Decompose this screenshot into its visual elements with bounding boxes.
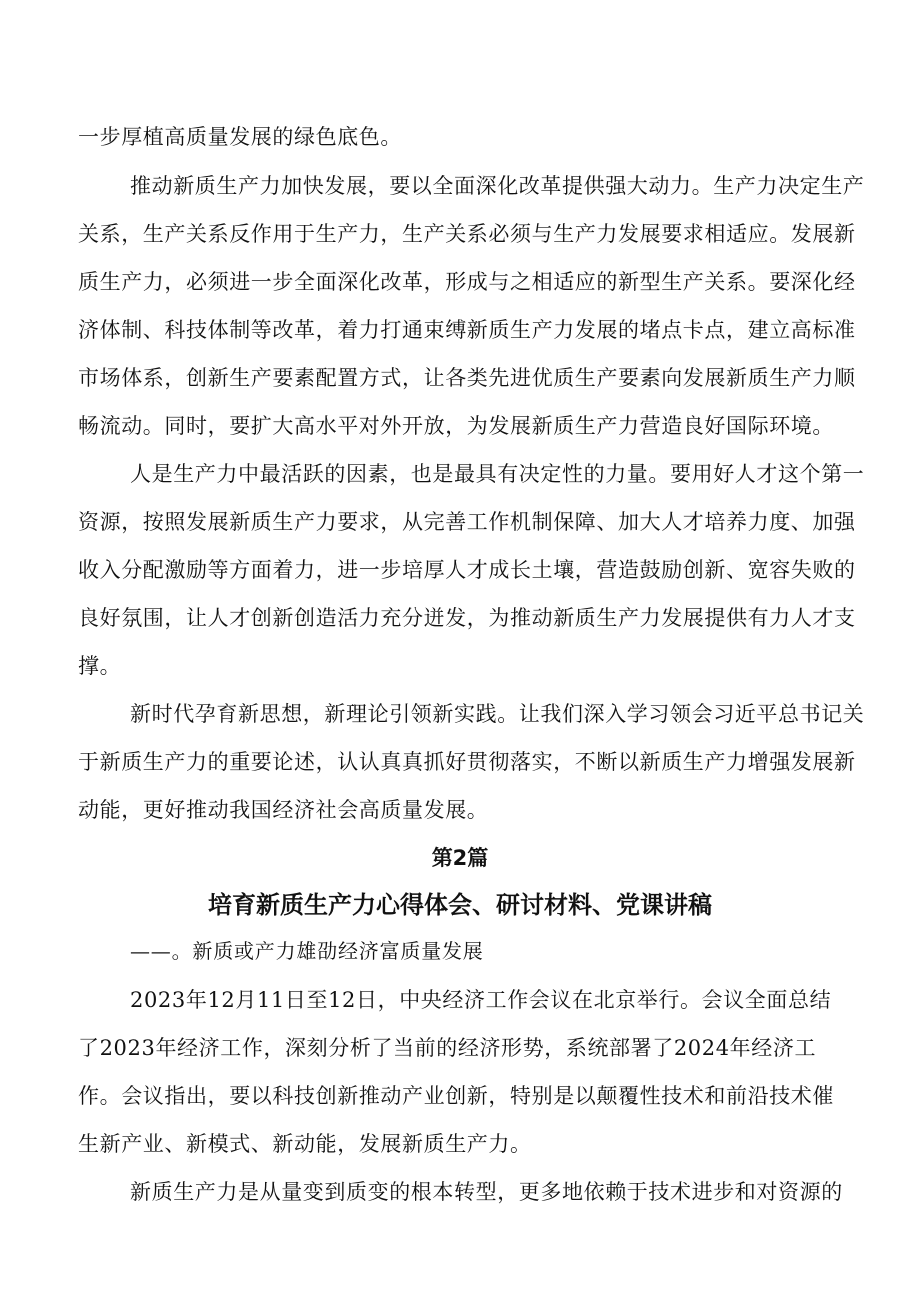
paragraph-4-line: 动能，更好推动我国经济社会高质量发展。	[78, 798, 489, 822]
section-number: 第2篇	[431, 846, 489, 870]
paragraph-3-line: 收入分配激励等方面着力，进一步培厚人才成长土壤，营造鼓励创新、宽容失败的	[78, 558, 856, 582]
paragraph-2-line: 畅流动。同时，要扩大高水平对外开放，为发展新质生产力营造良好国际环境。	[78, 414, 834, 438]
paragraph-5-line: 2023年12月11日至12日，中央经济工作会议在北京举行。会议全面总结	[130, 988, 832, 1012]
paragraph-6-line: 新质生产力是从量变到质变的根本转型，更多地依赖于技术进步和对资源的	[130, 1180, 843, 1204]
paragraph-3-line: 人是生产力中最活跃的因素，也是最具有决定性的力量。要用好人才这个第一	[130, 462, 865, 486]
paragraph-4-line: 新时代孕育新思想，新理论引领新实践。让我们深入学习领会习近平总书记关	[130, 702, 865, 726]
paragraph-2-line: 济体制、科技体制等改革，着力打通束缚新质生产力发展的堵点卡点，建立高标准	[78, 318, 856, 342]
paragraph-2-line: 推动新质生产力加快发展，要以全面深化改革提供强大动力。生产力决定生产	[130, 174, 865, 198]
paragraph-5-line: 了2023年经济工作，深刻分析了当前的经济形势，系统部署了2024年经济工	[78, 1036, 817, 1060]
paragraph-3-line: 撑。	[78, 654, 122, 678]
paragraph-2-line: 质生产力，必须进一步全面深化改革，形成与之相适应的新型生产关系。要深化经	[78, 270, 856, 294]
section-subtitle: ——。新质或产力雄劭经济富质量发展	[130, 939, 484, 963]
paragraph-5-line: 生新产业、新模式、新动能，发展新质生产力。	[78, 1132, 532, 1156]
section-title: 培育新质生产力心得体会、研讨材料、党课讲稿	[208, 891, 712, 919]
paragraph-1-line: 一步厚植高质量发展的绿色底色。	[78, 125, 402, 149]
paragraph-3-line: 资源，按照发展新质生产力要求，从完善工作机制保障、加大人才培养力度、加强	[78, 510, 856, 534]
paragraph-2-line: 关系，生产关系反作用于生产力，生产关系必须与生产力发展要求相适应。发展新	[78, 222, 856, 246]
paragraph-2-line: 市场体系，创新生产要素配置方式，让各类先进优质生产要素向发展新质生产力顺	[78, 366, 856, 390]
paragraph-5-line: 作。会议指出，要以科技创新推动产业创新，特别是以颠覆性技术和前沿技术催	[78, 1084, 834, 1108]
paragraph-4-line: 于新质生产力的重要论述，认认真真抓好贯彻落实，不断以新质生产力增强发展新	[78, 750, 856, 774]
paragraph-3-line: 良好氛围，让人才创新创造活力充分迸发，为推动新质生产力发展提供有力人才支	[78, 606, 856, 630]
